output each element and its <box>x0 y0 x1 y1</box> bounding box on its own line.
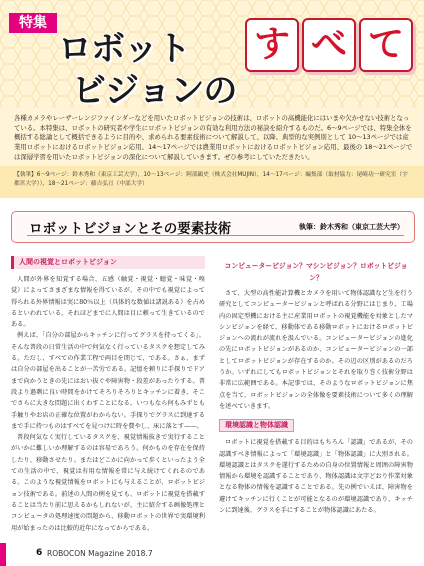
paragraph: 普段何気なく実行しているタスクを、視覚情報抜きで実行することがいかに難しいか理解するのは容易であろう。何かものを存在を保持したり、移動させたり。またはどこかに向かって歩くといったよう全ての生活の中で、視覚は有用な情報を常に与え続けてくれるのである。このような視覚情報をロボットにも与えることが、ロボットビジョン技術である。前述の人間の例を見ても、ロボットに視覚を搭載することは当たり前に思えるかもしれないが、主に紹介する画像処理とコンピュータの処理速度の問題から、移動ロボットの世界で実環境利用が始まったのは比較的近年になってからである。 <box>11 434 205 532</box>
title-tile-1: す <box>245 18 299 72</box>
paragraph: 人間が外界を知覚する場合、五感（触覚・視覚・聴覚・味覚・嗅覚）によってさまざまな情報を得ているが、その中でも視覚によって得られる外界情報は実に80％以上（具体的な数値は諸説ある）を占めるといわれている。それほどまでに人間は目に頼って生きているのである。 <box>11 276 205 329</box>
section-title-box <box>11 211 415 243</box>
page-footer <box>0 543 424 566</box>
footer-accent-bar <box>0 543 6 566</box>
intro-text: 各種カメラやレーザーレンジファインダーなどを用いたロボットビジョンの技術は、ロボットの高機能化にはいまや欠かせない技術となっている。本特集は、ロボットの研究者や学生にロボットビジョンの有効な利用方法の秘訣を紹介するものだ。6〜9ページでは、特集全体を概括する総論として概括できるように目的や、求められる要素技術について解説して、以降、典型的な実例別として 10〜13ページでは産業用ロボットにおけるロボットビジョン応用、14〜17ページでは農業用ロボットにおけるロボットビジョン応用、最後の 18〜21ページでは深層学習を用いたロボットビジョンの深化について解説していきます。ぜひ参考にしていただきたい。 <box>14 114 413 161</box>
feature-badge: 特集 <box>9 13 57 33</box>
title-tile-3: て <box>359 18 413 72</box>
paragraph: さて、大型の高性能計算機とカメラを用いて物体認識など生を行う研究としてコンピュータービジョンと呼ばれる分野にはじまり、工場内の固定型機における主に産業用ロボットの視覚機能を対象としたマシンビジョンを経て、移動体である移動ロボットにおけるロボットビジョンへの流れが流れを汲んでいる。コンピュータービジョンの進化の先にロボットビジョンがあるのか、コンピュータービジョンの一部としてロボットビジョンが存在するのか。その辺の区別があるのだろうか。いずれにしてもロボットビジョンとそれを取り巻く技術分野は非常に広範囲である。本記事では、そのようなロボットビジョンに焦点を当て、ロボットビジョンの全体像を要素技術について多くの理解を述べていきます。 <box>219 290 413 410</box>
title-tile-2: べ <box>302 18 356 72</box>
section-title-rule <box>27 235 404 236</box>
magazine-name: ROBOCON Magazine 2018.7 <box>47 549 153 558</box>
article-column-right <box>219 253 413 516</box>
credits-text: 【執筆】6〜9ページ：鈴木秀和（東京工芸大学），10〜13ページ：阿部顕史（株式会社MUJIN），14〜17ページ：編集部（取材協力：尾崎功一研究室（宇都宮大学）），18〜21ページ：藤吉弘亘（中部大学） <box>14 172 408 187</box>
paragraph: 例えば、「自分の部屋からキッチンに行ってグラスを持ってくる」。そんな普段の日常生活の中で何気なく行っているタスクを想定してみる。ただし、すべての作業工程で両目を閉じて、である。さぁ、まずは自分の部屋を出ることが一苦労である。記憶を頼りに手探りでドアまで向かうときの先にはおい抜ぐや障害物・段差があったりする。普段より過剰に良い時間をかけてそろりそろりとキッチンに着き、そこでさらに大きな問題に出くわすことになる。いつもなら何もみずとも手触りやお店の正確な位置がわからない。手探りでグラスに到達するまで手に持つものはすべてを見つけに時を費やし、床に落とす——。 <box>11 332 205 430</box>
subheading-vision-types: コンピュータービジョン？マシンビジョン？ロボットビジョン？ <box>224 262 408 282</box>
feature-credits <box>0 166 424 198</box>
section-author: 執筆：鈴木秀和（東京工芸大学） <box>299 223 404 231</box>
title-line-1: ロボット <box>58 29 190 69</box>
feature-intro <box>0 108 424 166</box>
page-number: 6 <box>36 548 43 558</box>
feature-hero <box>0 0 424 108</box>
subheading-human-vision: 人間の視覚とロボットビジョン <box>11 256 205 269</box>
title-line-2: ビジョンの <box>72 71 237 108</box>
section-title: ロボットビジョンとその要素技術 <box>29 221 232 237</box>
paragraph: ロボットに視覚を搭載する目的はもちろん「認識」であるが、その認識すべき情報によって「環境認識」と「物体認識」に大別される。環境認識とはタスクを遂行するための自身の位置情報と周囲の障害物情報から環境を認識することであり、物体認識は文字どおり作業対象となる物体の情報を認識することである。先の例でいえば、障害物を避けてキッチンに行くことが可能となるのが環境認識であり、キッチンに到達後、グラスを手にすることが物体認識にあたる。 <box>219 439 413 515</box>
subheading-recognition: 環境認識と物体認識 <box>219 419 294 432</box>
article-column-left <box>11 253 205 534</box>
